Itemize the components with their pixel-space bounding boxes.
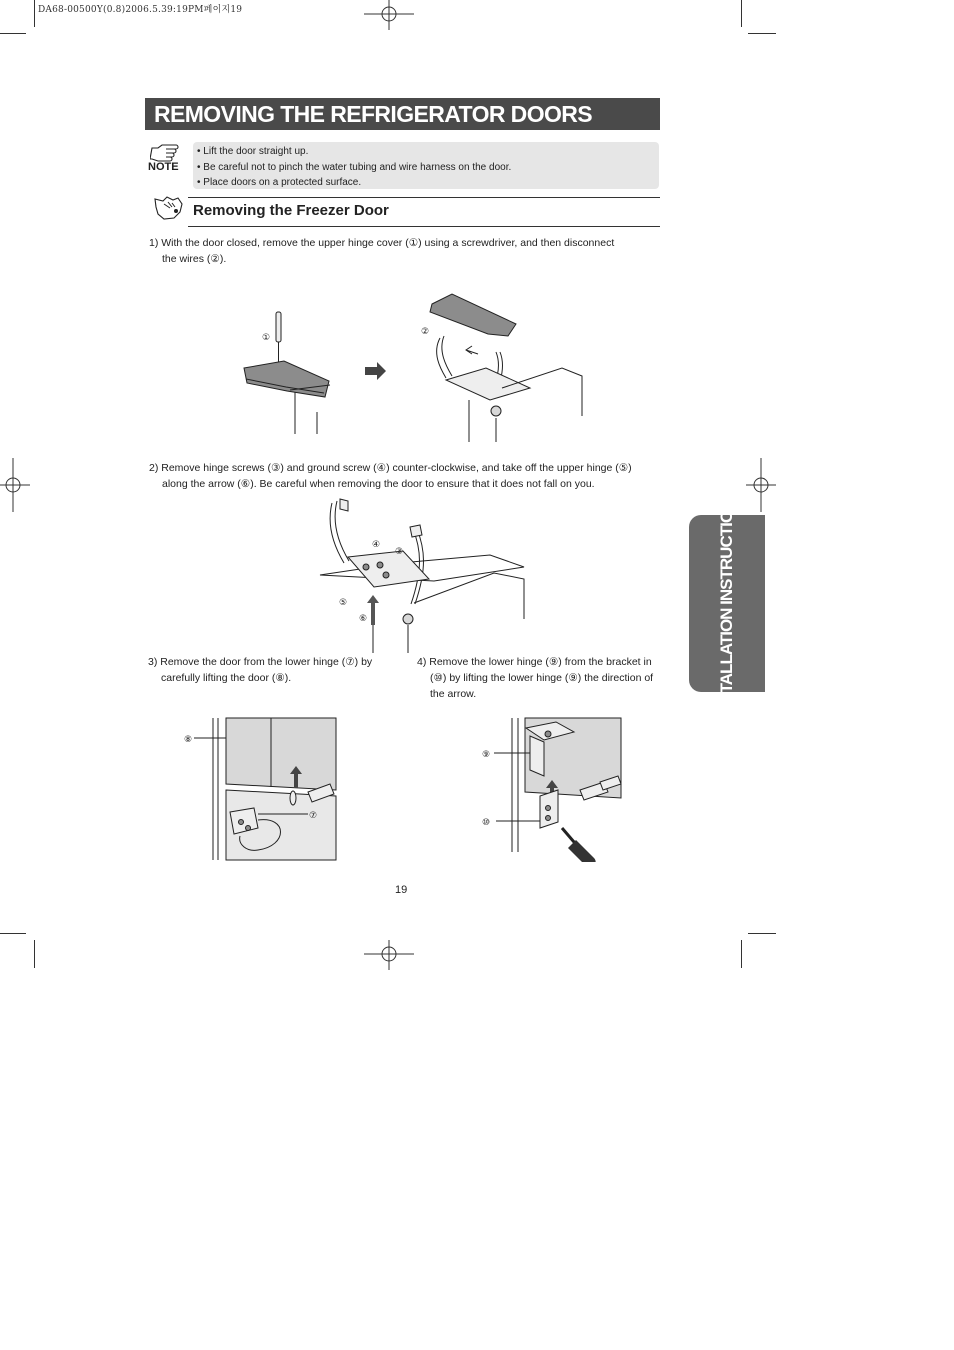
crop-mark bbox=[0, 933, 26, 934]
page-title: REMOVING THE REFRIGERATOR DOORS bbox=[145, 98, 660, 130]
section-title: Removing the Freezer Door bbox=[193, 202, 389, 219]
callout-7: ⑦ bbox=[309, 811, 318, 821]
side-tab-label: INSTALLATION INSTRUCTIONS bbox=[717, 488, 736, 719]
step-3-line-1: 3) Remove the door from the lower hinge (⑦) by bbox=[148, 656, 373, 668]
crop-mark bbox=[741, 0, 742, 27]
figure-hinge-cover bbox=[240, 290, 585, 445]
crop-mark bbox=[748, 33, 776, 34]
section-side-tab bbox=[689, 488, 765, 719]
note-item: • Be careful not to pinch the water tubing and wire harness on the door. bbox=[197, 161, 512, 173]
crop-mark bbox=[0, 33, 26, 34]
note-box bbox=[193, 142, 659, 189]
hand-icon bbox=[152, 194, 186, 222]
registration-mark-icon bbox=[364, 940, 414, 970]
callout-4: ④ bbox=[372, 540, 381, 550]
callout-9: ⑨ bbox=[482, 750, 491, 760]
crop-mark bbox=[34, 0, 35, 27]
figure-lower-hinge-door bbox=[178, 712, 338, 862]
step-1-line-2: the wires (②). bbox=[162, 253, 227, 265]
callout-6: ⑥ bbox=[359, 614, 368, 624]
crop-mark bbox=[741, 940, 742, 968]
callout-10: ⑩ bbox=[482, 818, 491, 828]
step-2-line-1: 2) Remove hinge screws (③) and ground screw (④) counter-clockwise, and take off the upper hinge (⑤) bbox=[149, 462, 632, 474]
registration-mark-icon bbox=[0, 458, 30, 512]
step-4-line-2: (⑩) by lifting the lower hinge (⑨) the direction of bbox=[430, 672, 654, 684]
figure-upper-hinge bbox=[318, 495, 528, 653]
crop-mark bbox=[748, 933, 776, 934]
page-number: 19 bbox=[395, 884, 408, 896]
step-3-line-2: carefully lifting the door (⑧). bbox=[161, 672, 292, 684]
callout-2: ② bbox=[421, 327, 430, 337]
callout-8: ⑧ bbox=[184, 735, 193, 745]
pointing-hand-icon bbox=[150, 142, 182, 162]
note-label: NOTE bbox=[148, 161, 179, 173]
figure-lower-hinge-bracket bbox=[480, 712, 625, 862]
crop-mark bbox=[34, 940, 35, 968]
registration-mark-icon bbox=[746, 458, 776, 512]
step-2-line-2: along the arrow (⑥). Be careful when removing the door to ensure that it does not fall on you. bbox=[162, 478, 595, 490]
registration-mark-icon bbox=[364, 0, 414, 30]
note-item: • Place doors on a protected surface. bbox=[197, 177, 362, 188]
callout-5: ⑤ bbox=[339, 598, 348, 608]
callout-3: ③ bbox=[395, 547, 404, 557]
note-item: • Lift the door straight up. bbox=[197, 146, 309, 157]
step-4-line-1: 4) Remove the lower hinge (⑨) from the bracket in bbox=[417, 656, 652, 668]
callout-1: ① bbox=[262, 333, 271, 343]
step-4-line-3: the arrow. bbox=[430, 688, 477, 700]
print-header-code: DA68-00500Y(0.8)2006.5.39:19PM페이지19 bbox=[38, 5, 243, 15]
arrow-right-icon bbox=[365, 362, 386, 380]
step-1-line-1: 1) With the door closed, remove the upper hinge cover (①) using a screwdriver, and then disconnect bbox=[149, 237, 615, 249]
